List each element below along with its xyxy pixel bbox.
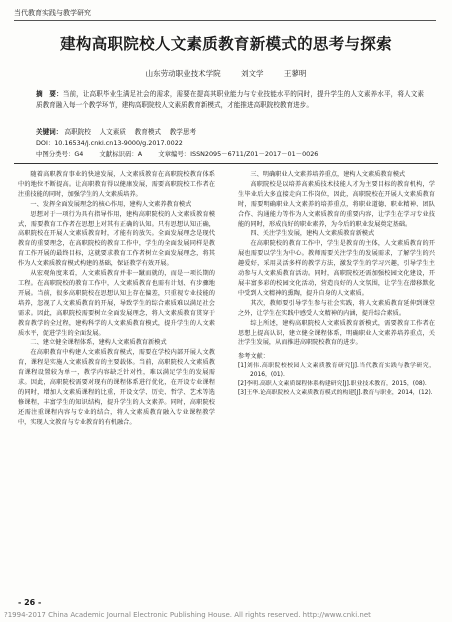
- section-heading: 二、建立健全课程体系，建构人文素质教育新模式: [30, 339, 167, 347]
- paragraph: 其次，教师要引导学生参与社会实践，将人文素质教育延伸到课堂之外，让学生在实践中感受人文精神的内涵，提升综合素质。: [238, 299, 435, 317]
- author-name: 王蓼明: [283, 69, 307, 78]
- paragraph: 思想对于一项行为具有指导作用，建构高职院校的人文素质教育模式，需要教育工作者在思想上对其有正确的认知。只有思想认知正确，高职院校在开展人文素质教育时，才能有的放矢。全面发展理念是现代教育的重要理念，在高职院校的教育工作中，学生的全面发展同样是教育工作开展的最终目标，这就要求教育工作者树立全面发展理念，将其作为人文素质教育模式构建的基础，保证教学有效开展。: [18, 210, 215, 268]
- article-number: 文章编号：ISSN2095－6711/Z01－2017－01－0026: [158, 150, 319, 158]
- document-code: 文献标识码：A: [99, 150, 143, 158]
- journal-header: 当代教育实践与教学研究: [14, 8, 436, 21]
- author-name: 刘文学: [241, 69, 264, 78]
- keyword: 人文素质: [99, 128, 126, 136]
- reference-item: [1]刘伟.高职院校校园人文素质教育研究[J].当代教育实践与教学研究，2016，(01).: [238, 363, 435, 379]
- section-heading: 一、发挥全面发展理念的核心作用，建构人文素养教育模式: [30, 200, 192, 208]
- author-line: [14, 69, 438, 79]
- section-heading: 四、关注学生发展，建构人文素质教育新模式: [250, 230, 375, 238]
- body-column-right: [238, 170, 435, 397]
- reference-item: [2]李明.高职人文素质课程体系构建研究[J].职业技术教育，2015，(08).: [238, 380, 427, 387]
- paragraph: 在高职院校的教育工作中，学生是教育的主体，人文素质教育的开展也需要以学生为中心。教师需要关注学生的发展需求，了解学生的兴趣爱好，采用灵活多样的教学方法，激发学生的学习兴趣，引导学生主动参与人文素质教育活动。同时，高职院校还需加强校园文化建设，开展丰富多彩的校园文化活动，营造良好的人文氛围，让学生在潜移默化中受到人文精神的熏陶，提升自身的人文素质。: [238, 240, 435, 297]
- paragraph: 高职院校是以培养高素质技术技能人才为主要目标的教育机构，学生毕业后大多直接走向工作岗位，因此，高职院校在开展人文素质教育时，需要明确职业人文素养的培养重点，将职业道德、职业精神、团队合作、沟通能力等作为人文素质教育的重要内容，让学生在学习专业技能的同时，形成良好的职业素养，为今后的职业发展奠定基础。: [238, 180, 435, 228]
- abstract-label: 摘 要：: [36, 90, 63, 98]
- references-title: 参考文献：: [238, 353, 269, 361]
- abstract-text: 当前，让高职毕业生满足社会的需求，需要在提高其职业能力与专业技能水平的同时，提升学生的人文素养水平，将人文素质教育融入每一个教学环节，建构高职院校人文素质教育新模式，才能推进高职院校教育进步。: [36, 90, 424, 110]
- reference-list: [238, 362, 435, 397]
- doi: [36, 139, 424, 149]
- copyright-footer: ?1994-2017 China Academic Journal Electronic Publishing House. All rights reserved. http://www.cnki.net: [4, 611, 371, 619]
- abstract: [36, 89, 424, 112]
- divider: [14, 163, 438, 164]
- paragraph: 随着高职教育事业的快速发展，人文素质教育在高职院校教育体系中的地位不断提高。让高职教育得以健康发展，需要高职院校工作者在注重技能的同时，加强学生的人文素质培养。: [18, 171, 215, 198]
- body-column-left: [18, 170, 215, 428]
- page-number: - 26 -: [18, 598, 42, 607]
- article-title: 建构高职院校人文素质教育新模式的思考与探索: [60, 35, 392, 53]
- affiliation: 山东劳动职业技术学院: [145, 69, 221, 78]
- clc-number: 中图分类号：G4: [36, 150, 84, 158]
- paragraph: 在高职教育中构建人文素质教育模式，需要在学校内部开展人文教育，课程是实施人文素质教育的主要载体。当前，高职院校人文素质教育课程设置较为单一，教学内容缺乏针对性，难以满足学生的发展需求。因此，高职院校需要对现有的课程体系进行优化，在开设专业课程的同时，增加人文素质课程的比重，开设文学、历史、哲学、艺术等选修课程，丰富学生的知识结构，提升学生的人文素养。同时，高职院校还需注重课程内容与专业的结合，将人文素质教育融入专业课程教学中，实现人文教育与专业教育的有机融合。: [18, 349, 215, 426]
- keywords: [36, 128, 424, 138]
- keyword: 教育模式: [134, 128, 162, 136]
- paragraph: 从宏观角度来看，人文素质教育并非一蹴而就的，而是一项长期的工程。在高职院校的教育工作中，人文素质教育也需有计划、有步骤地开展。当前，很多高职院校在思想认知上存在偏差，只重视专业技能的培养，忽视了人文素质教育的开展，导致学生的综合素质难以满足社会需求。因此，高职院校需要树立全面发展理念，将人文素质教育贯穿于教育教学的全过程，建构科学的人文素质教育模式，提升学生的人文素质水平，促进学生的全面发展。: [18, 270, 215, 337]
- doi-value: 10.16534/j.cnki.cn13-9000/g.2017.0022: [54, 139, 183, 147]
- section-heading: 三、明确职业人文素养培养重点，建构人文素质教育模式: [250, 171, 406, 178]
- doi-label: DOI：: [36, 139, 55, 147]
- keyword: 高职院校: [64, 128, 91, 136]
- paragraph: 综上所述，建构高职院校人文素质教育新模式，需要教育工作者在思想上提高认识，建立健全课程体系，明确职业人文素养培养重点，关注学生发展，从而推进高职院校教育的进步。: [238, 319, 435, 347]
- keywords-label: 关键词：: [36, 128, 63, 136]
- classification-line: [36, 150, 424, 160]
- keyword: 教学思考: [169, 128, 197, 136]
- reference-item: [3]王华.论高职院校人文素质教育模式的构建[J].教育与职业，2014，(12).: [238, 389, 433, 396]
